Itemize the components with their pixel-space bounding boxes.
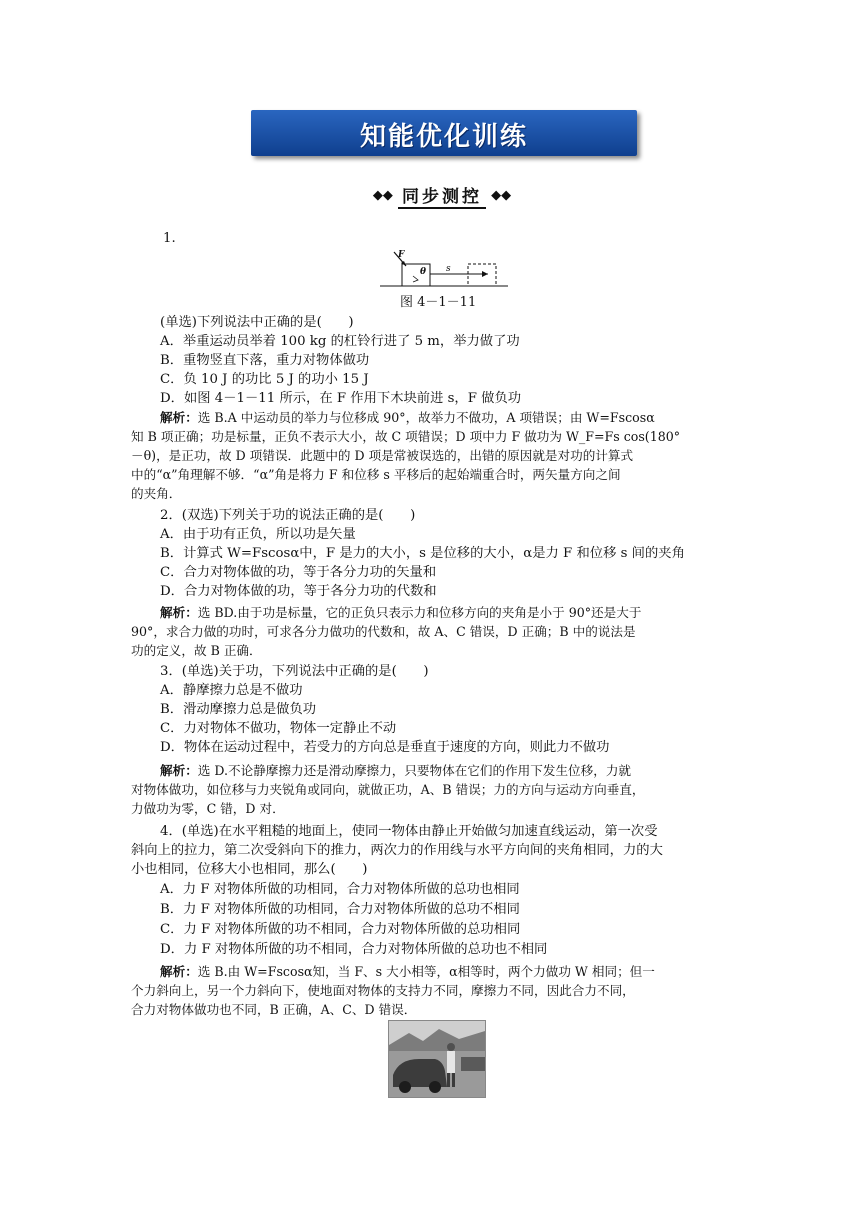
title-banner	[251, 110, 637, 156]
q2-stem: 2．(双选)下列关于功的说法正确的是( )	[160, 508, 416, 523]
q2-analysis-line: 功的定义，故 B 正确．	[131, 643, 262, 658]
analysis-text: 选 B.由 W=Fscosα知，当 F、s 大小相等，α相等时，两个力做功 W 相同；但一	[197, 964, 655, 979]
q3-stem: 3．(单选)关于功，下列说法中正确的是( )	[160, 664, 429, 679]
q1-option-b: B．重物竖直下落，重力对物体做功	[160, 353, 370, 368]
analysis-label: 解析：	[160, 410, 198, 425]
q2-option-c: C．合力对物体做的功，等于各分力功的矢量和	[160, 565, 437, 580]
analysis-label: 解析：	[160, 605, 198, 620]
q1-number: 1.	[163, 231, 176, 246]
q3-option-c: C．力对物体不做功，物体一定静止不动	[160, 721, 397, 736]
analysis-text: 选 BD.由于功是标量，它的正负只表示力和位移方向的夹角是小于 90°还是大于	[197, 605, 642, 620]
q4-option-a: A．力 F 对物体所做的功相同，合力对物体所做的总功也相同	[160, 882, 520, 897]
q4-stem: 4．(单选)在水平粗糙的地面上，使同一物体由静止开始做匀加速直线运动，第一次受	[160, 824, 658, 839]
figure-caption: 图 4－1－11	[400, 295, 477, 310]
analysis-label: 解析：	[160, 964, 198, 979]
angle-label: θ	[420, 267, 427, 277]
q1-analysis-line: 中的“α”角理解不够．“α”角是将力 F 和位移 s 平移后的起始端重合时，两矢量方向之间	[131, 467, 621, 482]
q4-option-c: C．力 F 对物体所做的功不相同，合力对物体所做的总功相同	[160, 922, 521, 937]
q1-option-d: D．如图 4－1－11 所示，在 F 作用下木块前进 s，F 做负功	[160, 391, 522, 406]
right-diamond-marks: ◆◆	[491, 188, 512, 203]
block-force-diagram	[380, 248, 508, 288]
analysis-label: 解析：	[160, 763, 198, 778]
photo-illustration	[389, 1021, 485, 1097]
q1-stem: (单选)下列说法中正确的是( )	[160, 315, 354, 330]
q3-option-b: B．滑动摩擦力总是做负功	[160, 702, 317, 717]
banner-title: 知能优化训练	[359, 122, 528, 152]
q3-option-a: A．静摩擦力总是不做功	[160, 683, 303, 698]
q4-stem: 小也相同，位移大小也相同，那么( )	[131, 862, 368, 877]
displacement-label: s	[446, 264, 451, 274]
q4-analysis-line: 合力对物体做功也不同，B 正确，A、C、D 错误．	[131, 1002, 417, 1017]
q4-analysis-line	[160, 962, 655, 981]
q3-analysis-line	[160, 761, 631, 780]
q1-analysis-line: 的夹角．	[131, 486, 182, 501]
q4-option-d: D．力 F 对物体所做的功不相同，合力对物体所做的总功也不相同	[160, 942, 548, 957]
left-diamond-marks: ◆◆	[372, 188, 393, 203]
q1-option-a: A．举重运动员举着 100 kg 的杠铃行进了 5 m，举力做了功	[160, 334, 520, 349]
q4-option-b: B．力 F 对物体所做的功相同，合力对物体所做的总功不相同	[160, 902, 520, 917]
force-label: F	[398, 250, 405, 260]
analysis-text: 选 D.不论静摩擦力还是滑动摩擦力，只要物体在它们的作用下发生位移，力就	[197, 763, 632, 778]
q1-analysis-line	[160, 408, 655, 427]
section-title: 同步测控	[398, 182, 486, 209]
analysis-text: 选 B.A 中运动员的举力与位移成 90°，故举力不做功，A 项错误；由 W=Fscosα	[197, 410, 655, 425]
q2-analysis-line: 90°，求合力做的功时，可求各分力做功的代数和，故 A、C 错误，D 正确；B 中的说法是	[131, 624, 636, 639]
q2-option-b: B．计算式 W=Fscosα中，F 是力的大小，s 是位移的大小，α是力 F 和位移 s 间的夹角	[160, 546, 685, 561]
car-push-photo	[388, 1020, 486, 1098]
q3-option-d: D．物体在运动过程中，若受力的方向总是垂直于速度的方向，则此力不做功	[160, 740, 610, 755]
q2-option-d: D．合力对物体做的功，等于各分力功的代数和	[160, 584, 437, 599]
section-header	[352, 182, 532, 208]
q1-analysis-line: 知 B 项正确；功是标量，正负不表示大小，故 C 项错误；D 项中力 F 做功为 W_F=Fs cos(180°	[131, 429, 681, 444]
q2-analysis-line	[160, 603, 641, 622]
q2-option-a: A．由于功有正负，所以功是矢量	[160, 527, 356, 542]
q4-stem: 斜向上的拉力，第二次受斜向下的推力，两次力的作用线与水平方向间的夹角相同，力的大	[131, 843, 663, 858]
q1-option-c: C．负 10 J 的功比 5 J 的功小 15 J	[160, 372, 369, 387]
q3-analysis-line: 对物体做功，如位移与力夹锐角或同向，就做正功，A、B 错误；力的方向与运动方向垂直，	[131, 782, 645, 797]
q3-analysis-line: 力做功为零，C 错，D 对．	[131, 801, 285, 816]
q4-analysis-line: 个力斜向上，另一个力斜向下，使地面对物体的支持力不同，摩擦力不同，因此合力不同，	[131, 983, 635, 998]
q1-analysis-line: －θ)，是正功，故 D 项错误．此题中的 D 项是常被误选的，出错的原因就是对功的计算式	[131, 448, 634, 463]
